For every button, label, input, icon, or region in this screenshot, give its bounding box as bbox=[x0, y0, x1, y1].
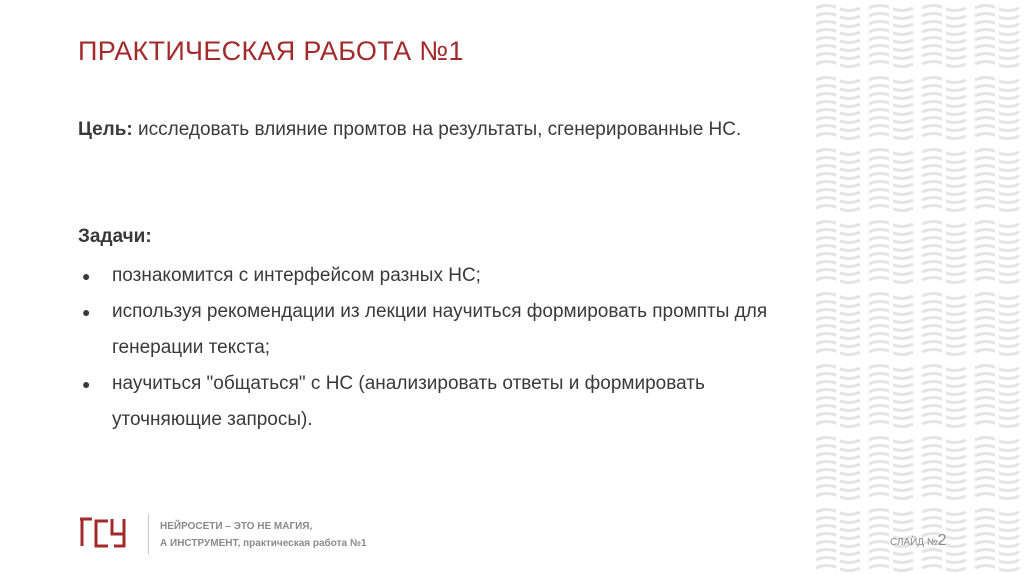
tasks-heading: Задачи: bbox=[78, 226, 152, 247]
task-item bbox=[78, 294, 798, 366]
bullet-icon: ● bbox=[82, 376, 91, 392]
goal-text: исследовать влияние промтов на результаты, сгенерированные НС. bbox=[132, 119, 742, 140]
footer-line-1: НЕЙРОСЕТИ – ЭТО НЕ МАГИЯ, bbox=[160, 521, 313, 532]
bullet-icon: ● bbox=[82, 268, 91, 284]
gsu-logo bbox=[78, 516, 128, 550]
footer-divider bbox=[148, 514, 149, 554]
goal-label: Цель: bbox=[78, 119, 133, 140]
task-text: познакомится с интерфейсом разных НС; bbox=[112, 265, 481, 286]
bullet-icon: ● bbox=[82, 304, 91, 320]
slide-number-label: СЛАЙД № bbox=[890, 537, 938, 548]
decorative-book-pattern bbox=[812, 0, 1024, 574]
goal-paragraph bbox=[78, 112, 778, 148]
footer-line-2: А ИНСТРУМЕНТ, практическая работа №1 bbox=[160, 538, 367, 549]
slide-number bbox=[890, 532, 947, 550]
task-text: научиться "общаться" с НС (анализировать ответы и формировать уточняющие запросы). bbox=[112, 373, 705, 430]
task-item bbox=[78, 258, 798, 294]
slide-title: ПРАКТИЧЕСКАЯ РАБОТА №1 bbox=[78, 36, 464, 66]
task-text: используя рекомендации из лекции научиться формировать промпты для генерации текста; bbox=[112, 301, 768, 358]
footer-caption bbox=[160, 518, 367, 552]
slide-number-value: 2 bbox=[937, 532, 947, 549]
task-item bbox=[78, 366, 798, 438]
tasks-list bbox=[78, 258, 798, 438]
